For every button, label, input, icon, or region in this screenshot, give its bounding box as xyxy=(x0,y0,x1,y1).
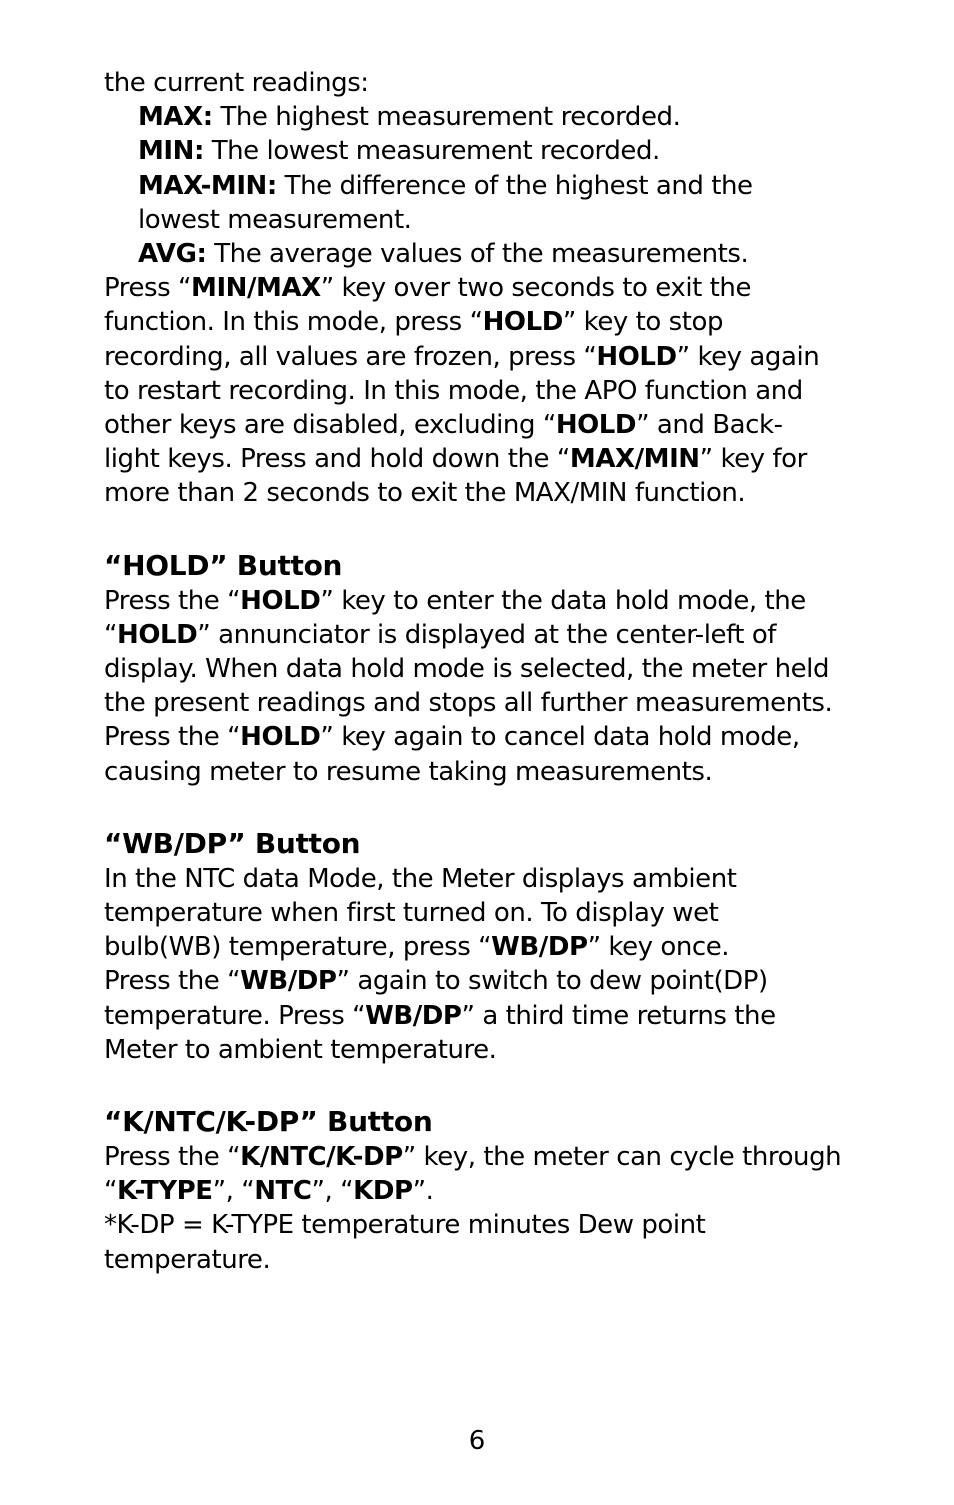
definition-item xyxy=(104,134,894,168)
definition-item xyxy=(104,169,894,203)
document-page xyxy=(104,66,894,1277)
paragraph-line: Press the “K/NTC/K-DP” key, the meter can cycle through xyxy=(104,1142,842,1173)
definition-text: lowest measurement. xyxy=(138,204,412,235)
section-heading: “HOLD” Button xyxy=(104,548,343,582)
definition-term: MAX: xyxy=(138,102,213,133)
button-sections xyxy=(104,511,894,1277)
key-name: K/NTC/K-DP xyxy=(240,1142,403,1173)
key-name: HOLD xyxy=(596,341,677,372)
paragraph-line: recording, all values are frozen, press “HOLD” key again xyxy=(104,341,820,372)
section-heading: “K/NTC/K-DP” Button xyxy=(104,1105,433,1139)
paragraph-line: Press the “HOLD” key again to cancel data hold mode, xyxy=(104,722,800,753)
definition-term: MIN: xyxy=(138,136,204,167)
paragraph-line: temperature. Press “WB/DP” a third time returns the xyxy=(104,1000,776,1031)
key-name: HOLD xyxy=(555,410,637,441)
section-spacer xyxy=(104,1067,894,1104)
key-name: HOLD xyxy=(117,619,198,650)
paragraph-line: Press the “HOLD” key to enter the data hold mode, the xyxy=(104,585,806,616)
paragraph-line: other keys are disabled, excluding “HOLD” and Back- xyxy=(104,410,783,441)
intro-lead-line: the current readings: xyxy=(104,68,369,98)
key-name: WB/DP xyxy=(365,1000,462,1031)
definition-item xyxy=(104,237,894,271)
paragraph-line: In the NTC data Mode, the Meter displays ambient xyxy=(104,863,737,894)
definition-text: The lowest measurement recorded. xyxy=(203,136,660,167)
paragraph-line: display. When data hold mode is selected, the meter held xyxy=(104,654,829,685)
paragraph-line: causing meter to resume taking measurements. xyxy=(104,756,713,787)
definition-text: The average values of the measurements. xyxy=(206,239,749,270)
paragraph-line: Meter to ambient temperature. xyxy=(104,1034,497,1065)
key-name: WB/DP xyxy=(491,932,588,963)
key-name: HOLD xyxy=(240,722,321,753)
paragraph-line: Press “MIN/MAX” key over two seconds to exit the xyxy=(104,273,751,304)
paragraph-line: Press the “WB/DP” again to switch to dew point(DP) xyxy=(104,966,768,997)
key-name: MIN/MAX xyxy=(191,273,321,304)
key-name: KDP xyxy=(353,1176,413,1207)
min-max-instructions xyxy=(104,271,894,510)
key-name: K-TYPE xyxy=(117,1176,213,1207)
key-name: WB/DP xyxy=(240,966,337,997)
paragraph-line: to restart recording. In this mode, the APO function and xyxy=(104,375,803,406)
readings-definition-list xyxy=(104,100,894,271)
section-heading: “WB/DP” Button xyxy=(104,826,361,860)
paragraph-line: bulb(WB) temperature, press “WB/DP” key once. xyxy=(104,932,730,963)
key-name: MAX/MIN xyxy=(569,444,700,475)
section-spacer xyxy=(104,789,894,826)
key-name: HOLD xyxy=(482,307,563,338)
paragraph-line: temperature when first turned on. To display wet xyxy=(104,898,719,929)
definition-item xyxy=(104,203,894,237)
paragraph-line: more than 2 seconds to exit the MAX/MIN function. xyxy=(104,478,746,509)
key-name: HOLD xyxy=(240,585,321,616)
definition-term: MAX-MIN: xyxy=(138,170,277,201)
paragraph-line: light keys. Press and hold down the “MAX/MIN” key for xyxy=(104,444,807,475)
paragraph-line: temperature. xyxy=(104,1244,271,1275)
paragraph-line: “K-TYPE”, “NTC”, “KDP”. xyxy=(104,1176,434,1207)
definition-text: The difference of the highest and the xyxy=(276,170,753,201)
page-number: 6 xyxy=(468,1426,486,1456)
definition-term: AVG: xyxy=(138,239,207,270)
paragraph-line: function. In this mode, press “HOLD” key to stop xyxy=(104,307,724,338)
definition-item xyxy=(104,100,894,134)
section-spacer xyxy=(104,511,894,548)
paragraph-line: “HOLD” annunciator is displayed at the center-left of xyxy=(104,619,776,650)
paragraph-line: the present readings and stops all further measurements. xyxy=(104,688,833,719)
definition-text: The highest measurement recorded. xyxy=(212,102,681,133)
key-name: NTC xyxy=(254,1176,312,1207)
paragraph-line: *K-DP = K-TYPE temperature minutes Dew point xyxy=(104,1210,706,1241)
